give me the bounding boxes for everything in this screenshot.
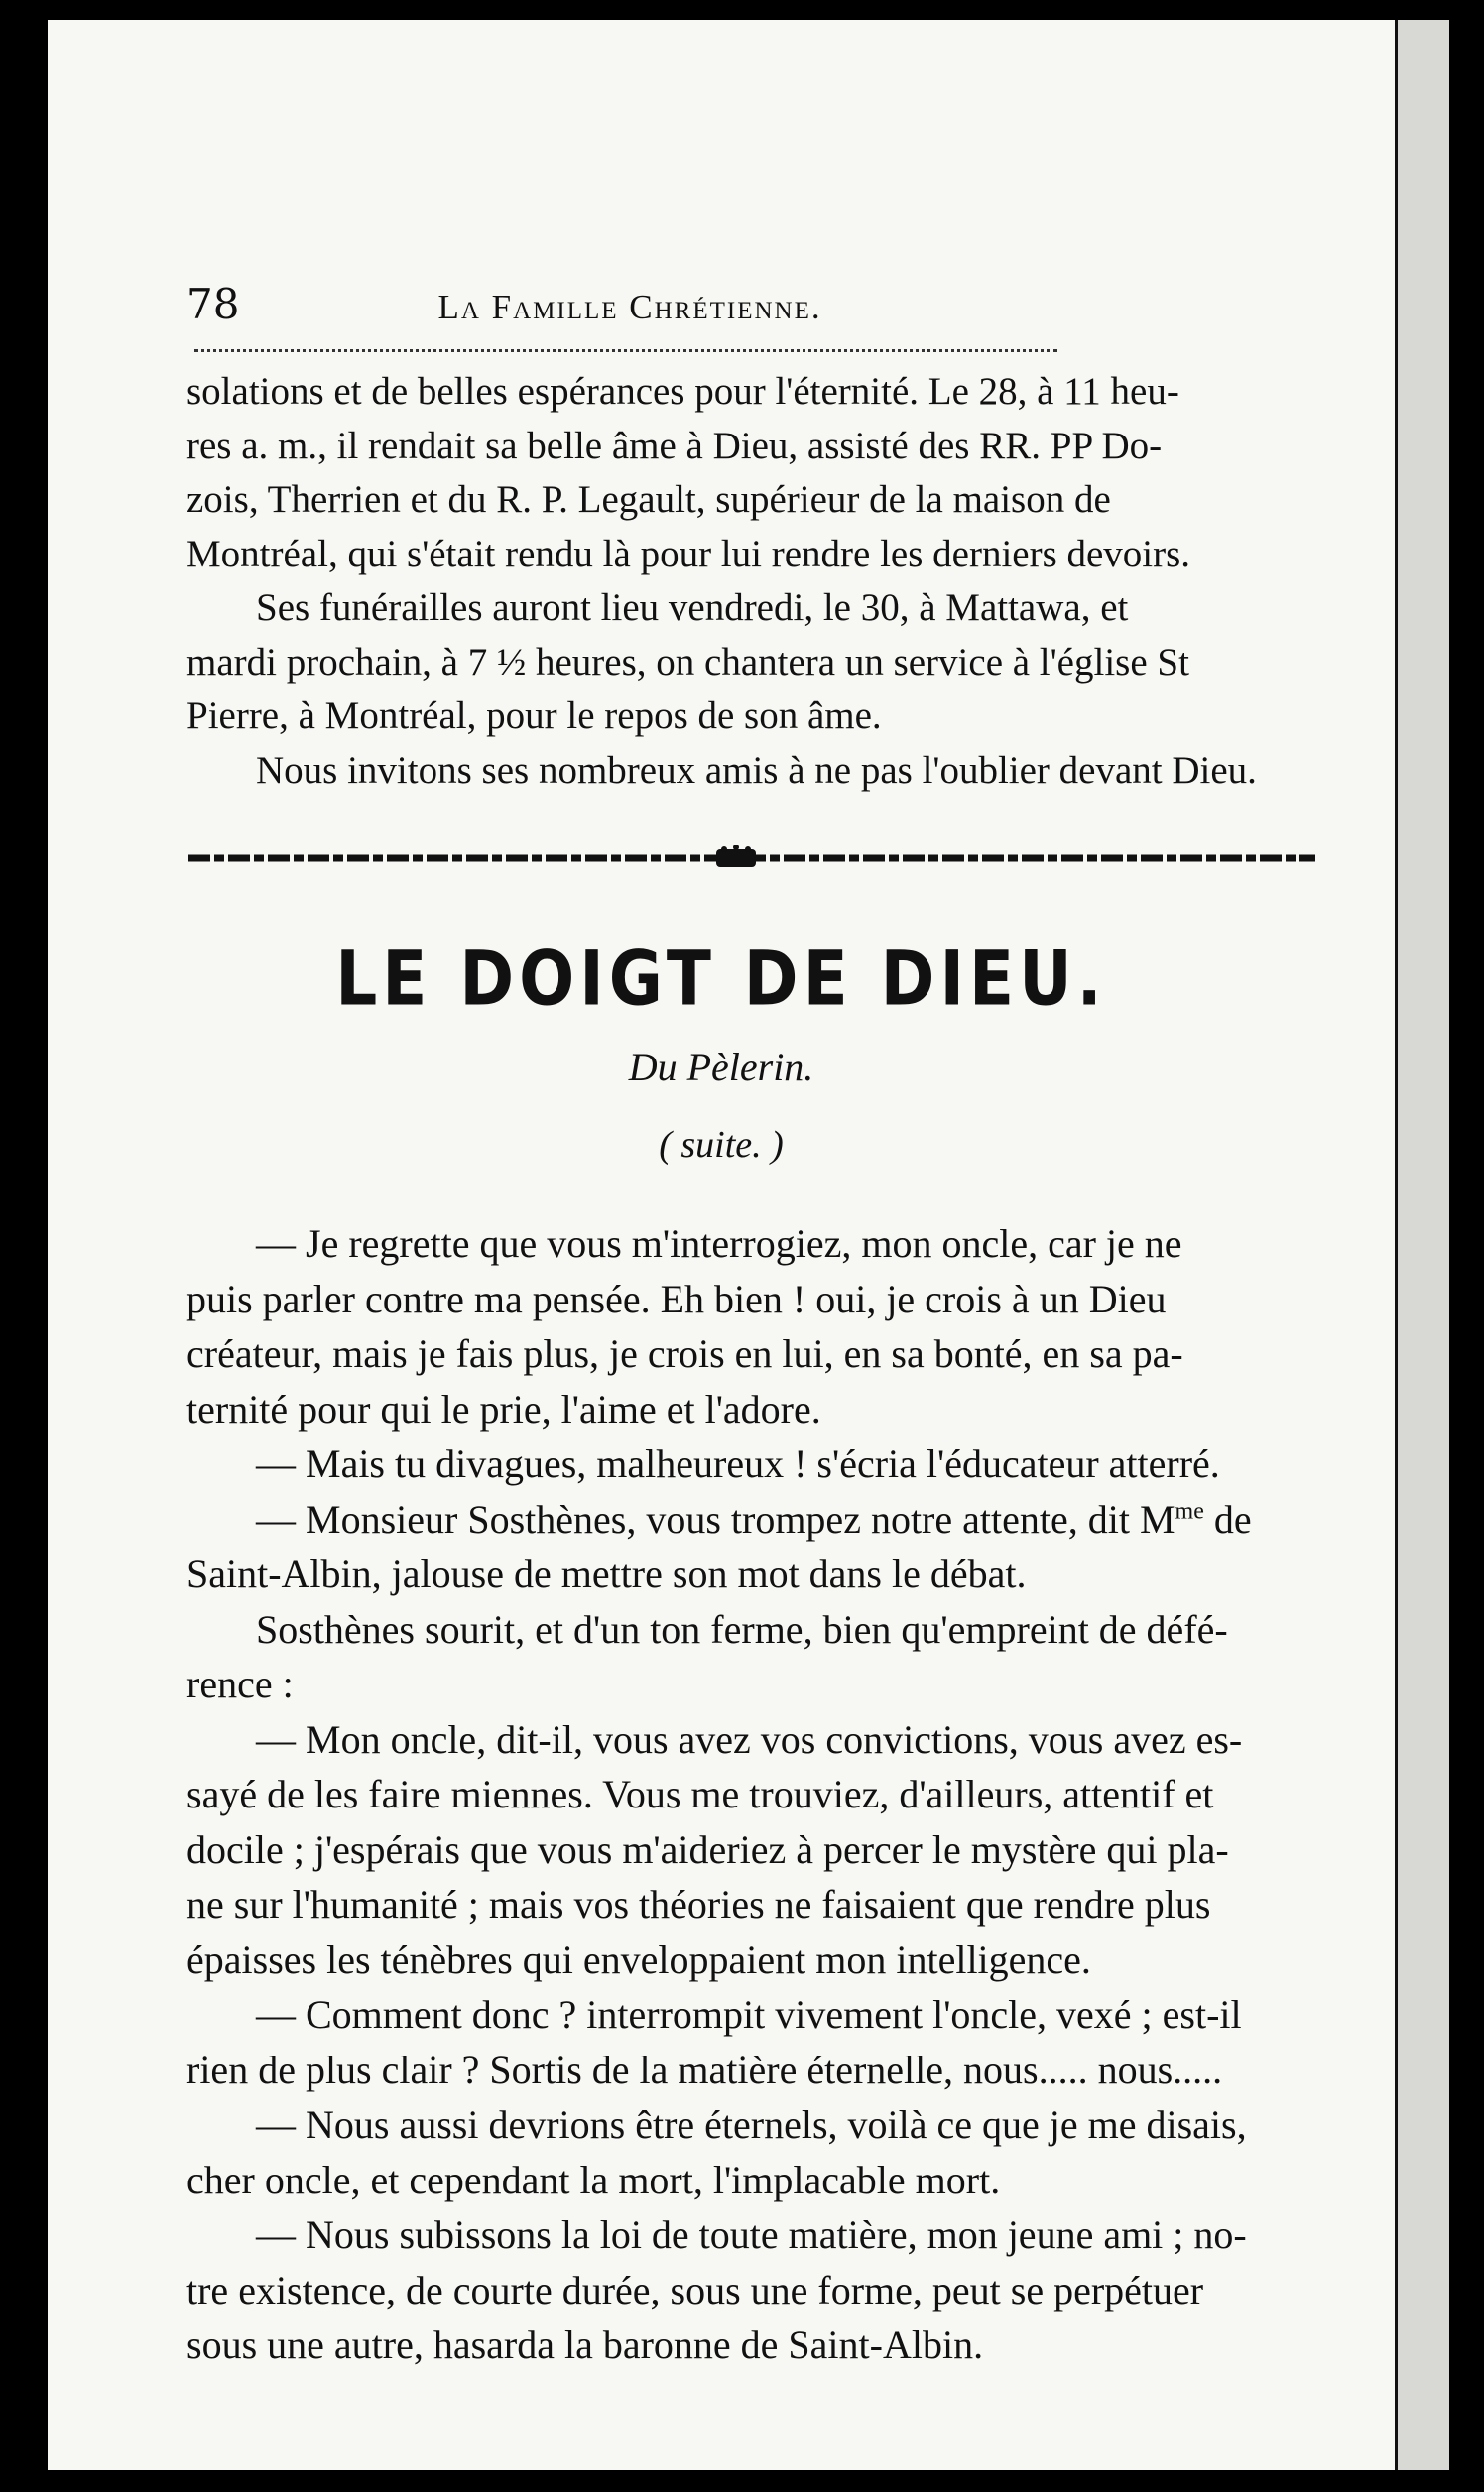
text-line: ne sur l'humanité ; mais vos théories ne faisaient que rendre plus [186,1882,1211,1927]
text-line: Pierre, à Montréal, pour le repos de son âme. [186,694,882,737]
continuation-note: ( suite. ) [659,1124,784,1166]
header-rule [194,349,1057,352]
text-line: sayé de les faire miennes. Vous me trouviez, d'ailleurs, attentif et [186,1772,1214,1816]
text-line: Ses funérailles auront lieu vendredi, le 30, à Mattawa, et [256,586,1129,629]
article-text [186,1216,1327,2373]
text-line: tre existence, de courte durée, sous une forme, peut se perpétuer [186,2267,1204,2312]
text-line: — Je regrette que vous m'interrogiez, mon oncle, car je ne [256,1221,1182,1266]
text-line: épaisses les ténèbres qui enveloppaient mon intelligence. [186,1936,1091,1982]
text-line: — Monsieur Sosthènes, vous trompez notre attente, dit $M^{me}$ de [256,1496,1252,1542]
text-line: res a. m., il rendait sa belle âme à Dieu, assisté des RR. PP Do- [186,424,1163,467]
text-line: rien de plus clair ? Sortis de la matière éternelle, nous..... nous..... [186,2047,1223,2092]
page-header [186,280,1337,328]
text-line: ternité pour qui le prie, l'aime et l'adore. [186,1386,821,1432]
text-line: docile ; j'espérais que vous m'aideriez à percer le mystère qui pla- [186,1826,1229,1872]
text-line: cher oncle, et cependant la mort, l'implacable mort. [186,2157,1001,2202]
text-line: créateur, mais je fais plus, je crois en lui, en sa bonté, en sa pa- [186,1331,1183,1376]
text-line: Sosthènes sourit, et d'un ton ferme, bien qu'empreint de défé- [256,1606,1228,1652]
book-page [48,20,1395,2470]
text-line: solations et de belles espérances pour l'éternité. Le 28, à 11 heu- [186,370,1179,413]
page-edge [1395,20,1449,2470]
text-line: Nous invitons ses nombreux amis à ne pas l'oublier devant Dieu. [256,748,1257,792]
text-line: puis parler contre ma pensée. Eh bien ! oui, je crois à un Dieu [186,1276,1167,1321]
page-number: 78 [186,280,240,328]
text-line: rence : [186,1662,294,1706]
crown-ornament-icon [716,845,756,867]
running-title: La Famille Chrétienne. [437,288,822,326]
text-line: Montréal, qui s'était rendu là pour lui rendre les derniers devoirs. [186,532,1191,575]
text-line: — Nous subissons la loi de toute matière, mon jeune ami ; no- [256,2212,1247,2257]
article-title: LE DOIGT DE DIEU. [335,934,1107,1023]
article-source: Du Pèlerin. [628,1045,814,1089]
text-line: — Mon oncle, dit-il, vous avez vos convictions, vous avez es- [256,1716,1243,1762]
text-line: — Comment donc ? interrompit vivement l'oncle, vexé ; est-il [256,1992,1242,2037]
obituary-text [186,365,1317,798]
text-line: sous une autre, hasarda la baronne de Saint-Albin. [186,2322,984,2367]
text-line: mardi prochain, à 7 ½ heures, on chantera un service à l'église St [186,640,1189,684]
text-line: — Nous aussi devrions être éternels, voilà ce que je me disais, [256,2102,1247,2147]
ornamental-divider [188,845,1315,871]
text-line: zois, Therrien et du R. P. Legault, supérieur de la maison de [186,478,1111,521]
text-line: Saint-Albin, jalouse de mettre son mot dans le débat. [186,1552,1027,1596]
text-line: — Mais tu divagues, malheureux ! s'écria l'éducateur atterré. [256,1441,1220,1486]
superscript: me [1175,1498,1204,1525]
